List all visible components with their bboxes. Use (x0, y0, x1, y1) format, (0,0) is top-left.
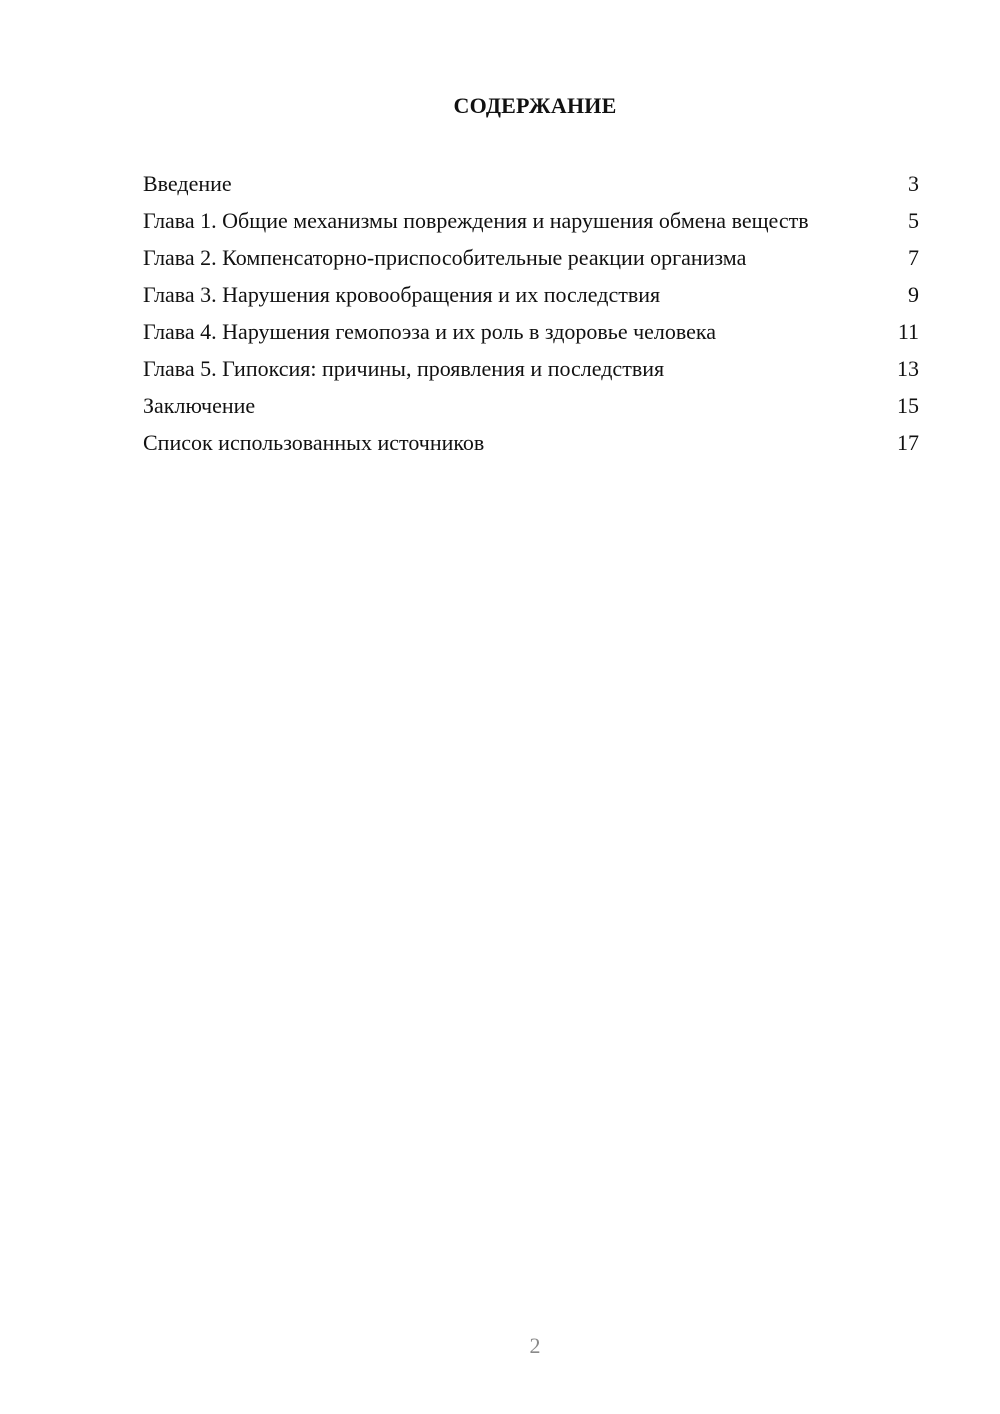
page-number: 2 (529, 1333, 541, 1358)
table-of-contents (143, 170, 919, 466)
toc-entry-page: 3 (908, 171, 919, 196)
toc-entry-title: Список использованных источников (143, 430, 485, 455)
toc-entry-conclusion (143, 392, 919, 419)
toc-entry-page: 11 (897, 319, 919, 344)
toc-entry-page: 15 (897, 393, 919, 418)
toc-entry-title: Глава 5. Гипоксия: причины, проявления и последствия (143, 356, 665, 381)
toc-entry-title: Глава 1. Общие механизмы повреждения и нарушения обмена веществ (143, 208, 809, 233)
toc-entry-chapter-5 (143, 355, 919, 382)
toc-entry-page: 5 (908, 208, 919, 233)
toc-entry-title: Заключение (143, 393, 256, 418)
toc-entry-title: Глава 4. Нарушения гемопоэза и их роль в здоровье человека (143, 319, 717, 344)
toc-entry-page: 13 (897, 356, 919, 381)
toc-entry-chapter-2 (143, 244, 919, 271)
toc-entry-introduction (143, 170, 919, 197)
toc-entry-chapter-1 (143, 207, 919, 234)
page-title: СОДЕРЖАНИЕ (453, 93, 617, 118)
toc-entry-references (143, 429, 919, 456)
toc-entry-title: Введение (143, 171, 232, 196)
toc-entry-chapter-4 (143, 318, 919, 345)
toc-entry-page: 17 (897, 430, 919, 455)
toc-entry-title: Глава 3. Нарушения кровообращения и их последствия (143, 282, 661, 307)
toc-entry-title: Глава 2. Компенсаторно-приспособительные реакции организма (143, 245, 747, 270)
toc-entry-page: 7 (908, 245, 919, 270)
toc-entry-chapter-3 (143, 281, 919, 308)
toc-entry-page: 9 (908, 282, 919, 307)
